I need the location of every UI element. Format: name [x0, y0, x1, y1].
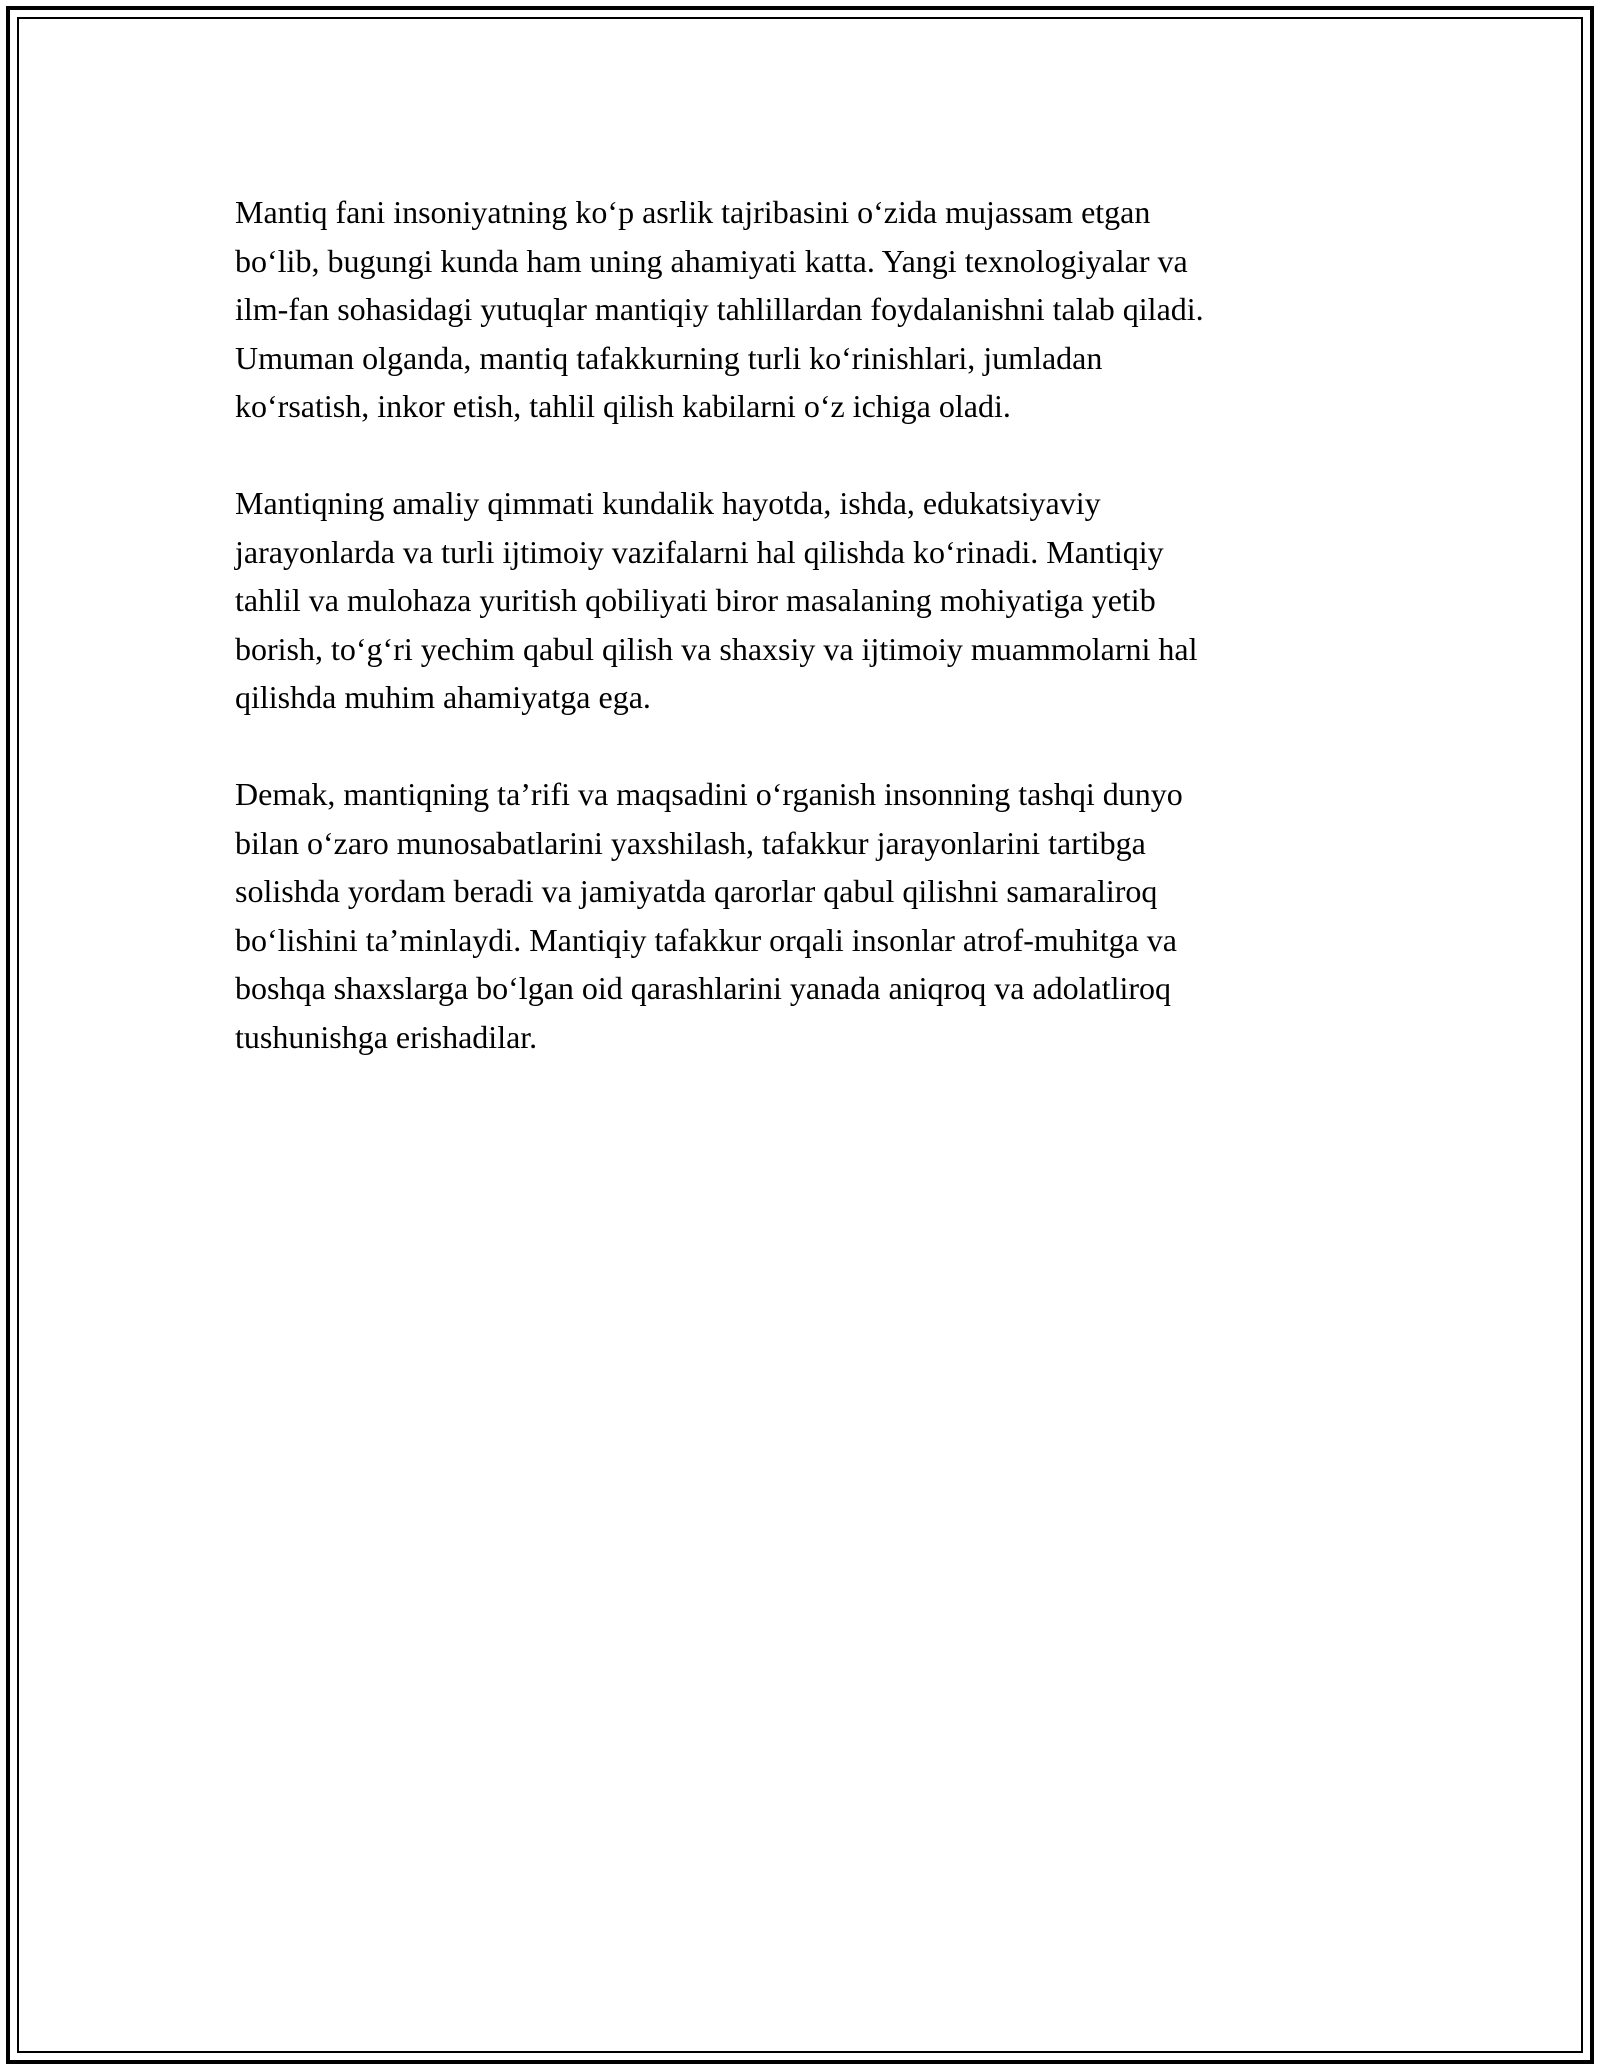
- text-line: qilishda muhim ahamiyatga ega.: [235, 679, 651, 715]
- text-line: Mantiq fani insoniyatning ko‘p asrlik tajribasini o‘zida mujassam etgan: [235, 194, 1151, 230]
- text-line: bo‘lishini ta’minlaydi. Mantiqiy tafakkur orqali insonlar atrof-muhitga va: [235, 921, 1177, 958]
- text-line: Mantiqning amaliy qimmati kundalik hayotda, ishda, edukatsiyaviy: [235, 485, 1101, 521]
- paragraph-3: [235, 770, 1365, 1061]
- text-line: boshqa shaxslarga bo‘lgan oid qarashlarini yanada aniqroq va adolatliroq: [235, 970, 1172, 1006]
- text-line: borish, to‘g‘ri yechim qabul qilish va shaxsiy va ijtimoiy muammolarni hal: [235, 630, 1198, 667]
- paragraph-2: [235, 479, 1365, 722]
- text-line: bo‘lib, bugungi kunda ham uning ahamiyati katta. Yangi texnologiyalar va: [235, 242, 1188, 279]
- text-line: Umuman olganda, mantiq tafakkurning turli ko‘rinishlari, jumladan: [235, 339, 1103, 376]
- text-line: jarayonlarda va turli ijtimoiy vazifalarni hal qilishda ko‘rinadi. Mantiqiy: [235, 533, 1164, 570]
- text-line: bilan o‘zaro munosabatlarini yaxshilash, tafakkur jarayonlarini tartibga: [235, 824, 1146, 861]
- text-line: ko‘rsatish, inkor etish, tahlil qilish kabilarni o‘z ichiga oladi.: [235, 388, 1011, 424]
- text-line: tushunishga erishadilar.: [235, 1018, 538, 1055]
- text-line: Demak, mantiqning ta’rifi va maqsadini o‘rganish insonning tashqi dunyo: [235, 776, 1183, 812]
- text-line: solishda yordam beradi va jamiyatda qarorlar qabul qilishni samaraliroq: [235, 873, 1158, 909]
- paragraph-1: [235, 188, 1365, 431]
- text-line: ilm-fan sohasidagi yutuqlar mantiqiy tahlillardan foydalanishni talab qiladi.: [235, 291, 1204, 327]
- text-line: tahlil va mulohaza yuritish qobiliyati biror masalaning mohiyatiga yetib: [235, 582, 1156, 618]
- document-body: [235, 188, 1365, 1061]
